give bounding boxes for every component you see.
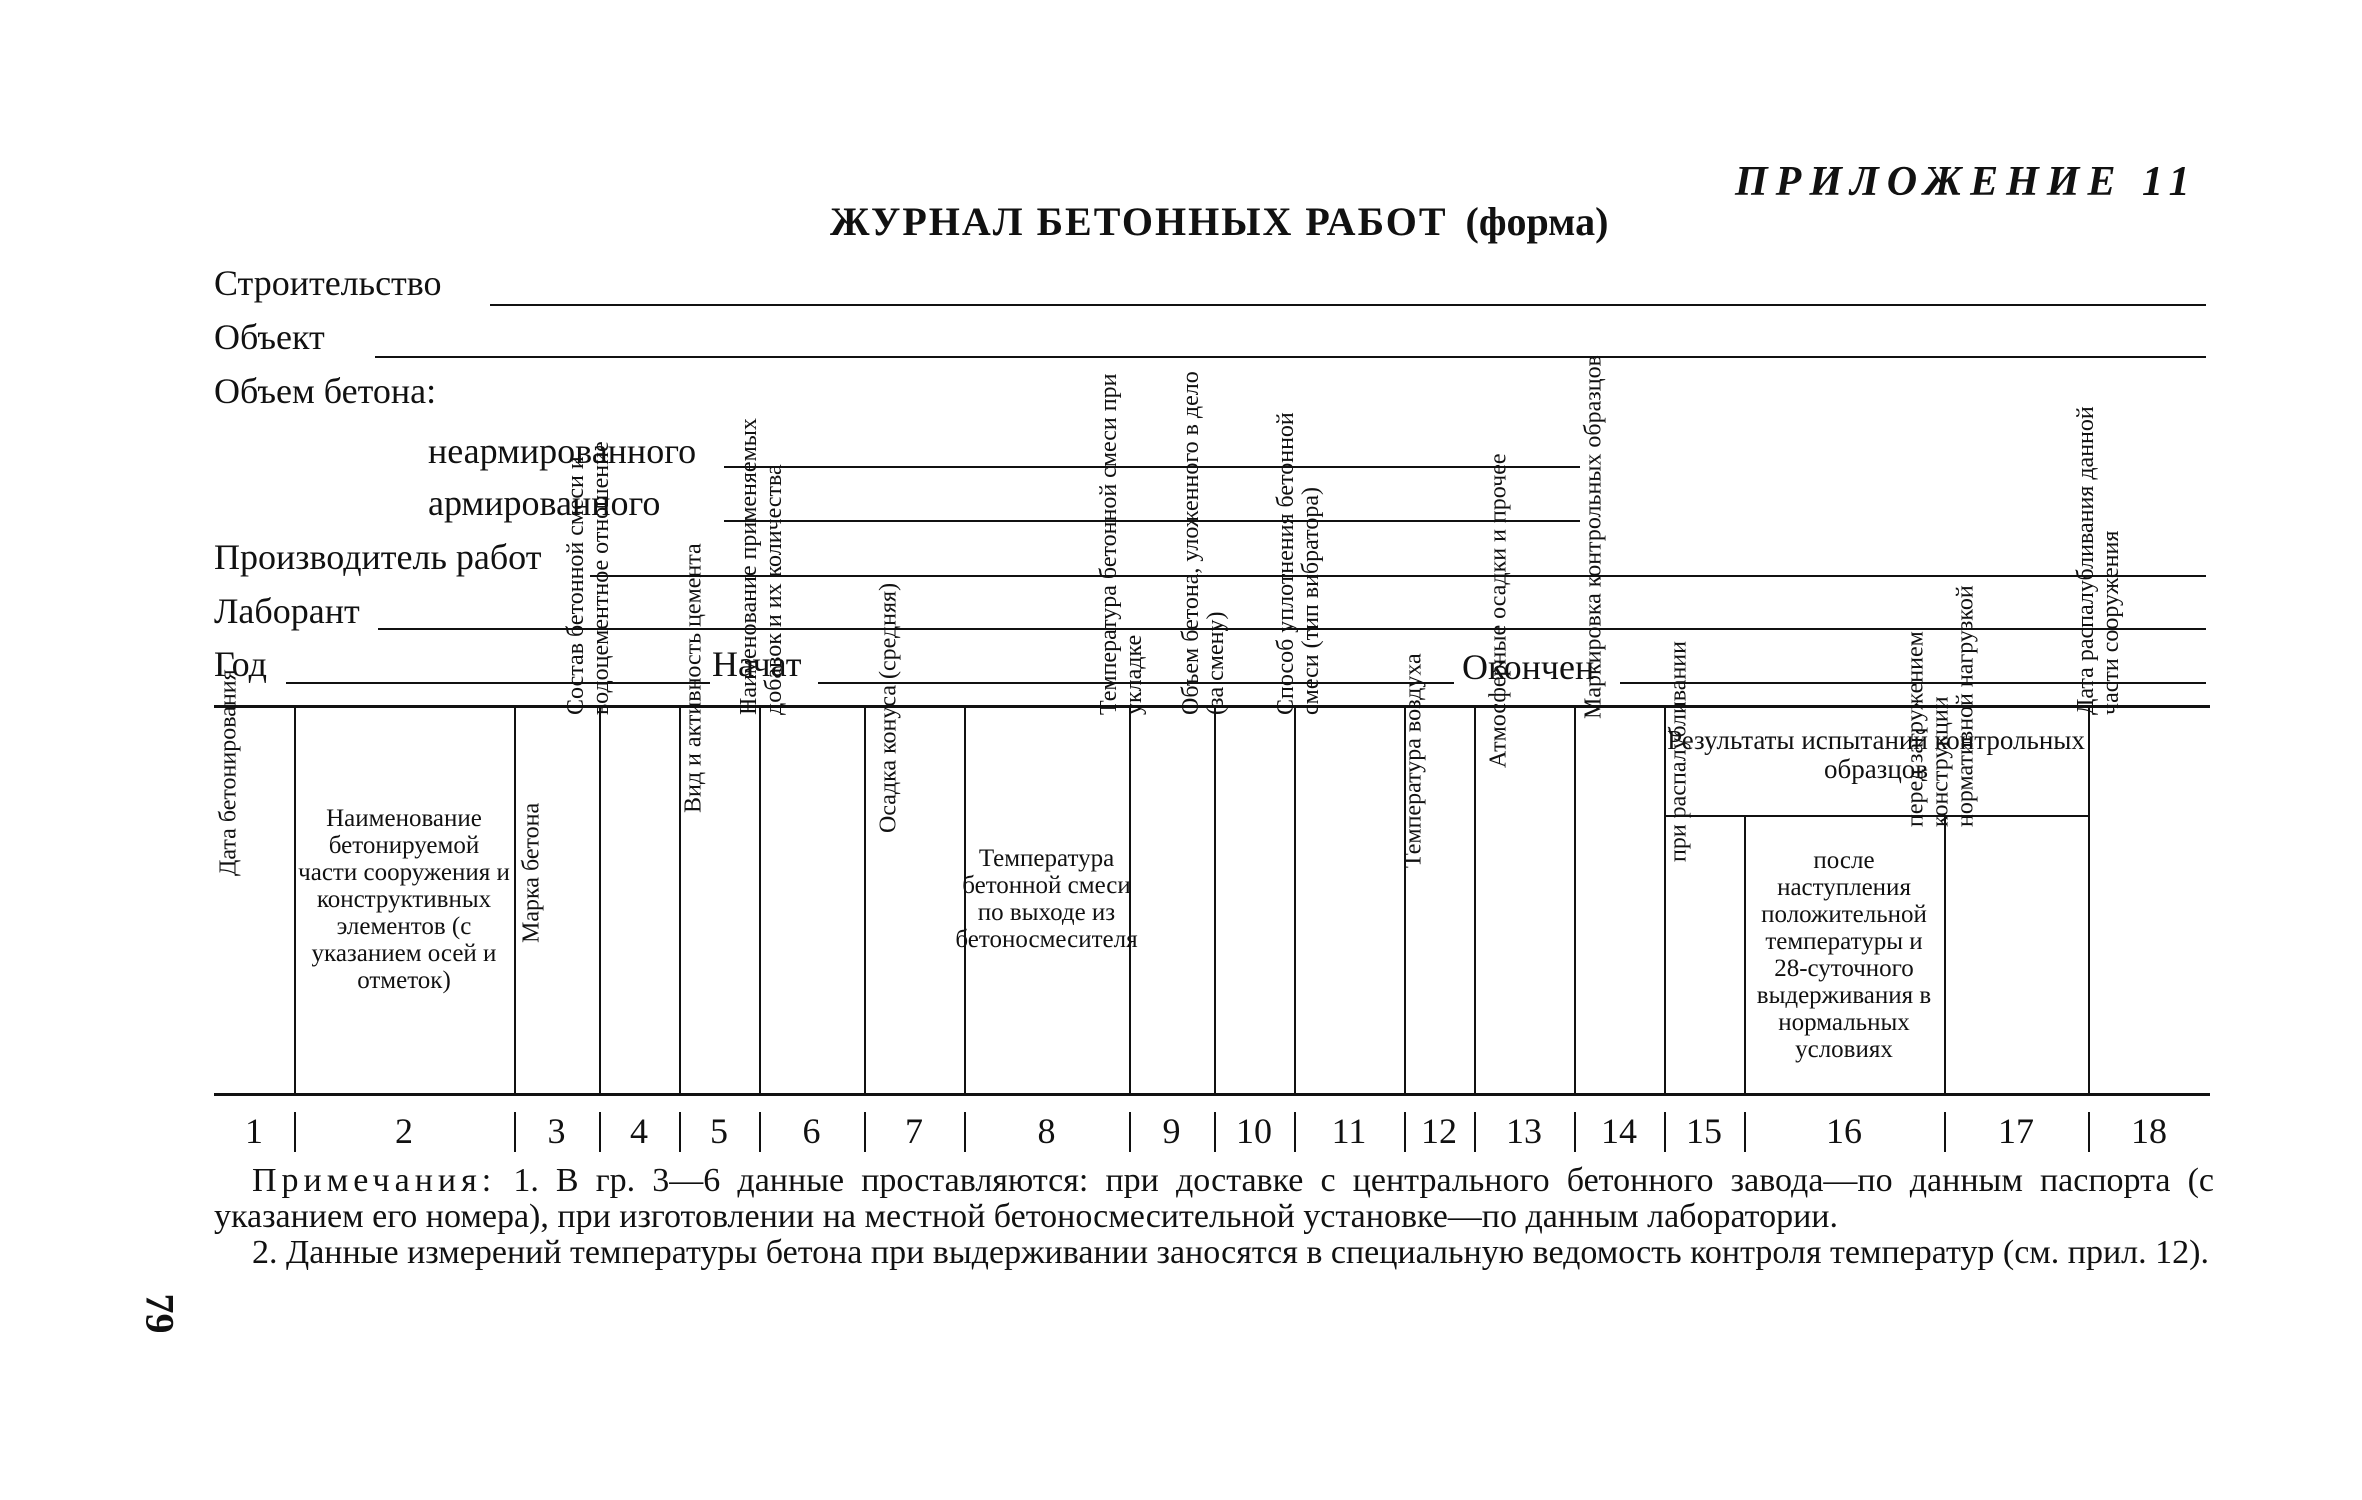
- column-header-17: перед загружением конструкции нормативной нагрузкой: [1902, 585, 1979, 827]
- column-header-11: Способ уплотнения бетонной смеси (тип вибратора): [1273, 412, 1324, 715]
- started-label: Начат: [712, 644, 802, 684]
- column-header-18: Дата распалубливания данной части сооружения: [2073, 406, 2124, 715]
- note-2: [214, 1235, 2214, 1271]
- notes-label: Примечания:: [252, 1162, 497, 1199]
- column-number-16: 16: [1826, 1111, 1862, 1151]
- construction-field[interactable]: [490, 304, 2206, 306]
- column-header-9: Температура бетонной смеси при укладке: [1095, 373, 1147, 715]
- group-header: Результаты испытаний контрольных образцов: [1667, 725, 2085, 784]
- number-divider-8: [964, 1112, 966, 1152]
- column-number-1: 1: [245, 1111, 263, 1151]
- number-divider-15: [1664, 1112, 1666, 1152]
- page-number: 79: [137, 1293, 183, 1334]
- number-divider-13: [1474, 1112, 1476, 1152]
- column-header-7: Осадка конуса (средняя): [875, 582, 902, 833]
- column-number-4: 4: [630, 1111, 648, 1151]
- finished-label: Окончен: [1462, 647, 1595, 687]
- number-divider-4: [599, 1112, 601, 1152]
- construction-label: Строительство: [214, 263, 442, 303]
- table-header-bottom-border: [214, 1093, 2210, 1096]
- column-header-2: Наименование бетонируемой части сооружения и конструктивных элементов (с указанием осей и отметок): [298, 804, 510, 994]
- page-title: [830, 198, 1608, 245]
- column-number-7: 7: [905, 1111, 923, 1151]
- column-number-14: 14: [1601, 1111, 1637, 1151]
- column-divider-16: [1744, 815, 1746, 1093]
- column-header-4: Состав бетонной смеси и водоцементное отношение: [563, 441, 614, 715]
- unreinforced-label: неармированного: [428, 431, 697, 471]
- column-header-15: при распалубливании: [1665, 641, 1692, 862]
- column-header-1: Дата бетонирования: [215, 669, 242, 877]
- note-2-text: 2. Данные измерений температуры бетона при выдерживании заносятся в специальную ведомость контроля температур (см. прил. 12).: [252, 1234, 2209, 1271]
- column-number-2: 2: [395, 1111, 413, 1151]
- column-number-17: 17: [1998, 1111, 2034, 1151]
- column-header-3: Марка бетона: [518, 802, 544, 943]
- number-divider-11: [1294, 1112, 1296, 1152]
- number-divider-9: [1129, 1112, 1131, 1152]
- column-number-3: 3: [547, 1111, 566, 1151]
- note-1: [214, 1163, 2214, 1235]
- number-divider-14: [1574, 1112, 1576, 1152]
- column-header-16: после наступления положительной температуры и 28-суточного выдерживания в нормальных условиях: [1756, 847, 1932, 1063]
- column-header-8: Температура бетонной смеси по выходе из бетоносмесителя: [955, 845, 1138, 953]
- column-header-14: Маркировка контрольных образцов: [1580, 355, 1607, 720]
- column-header-13: Атмосферные осадки и прочее: [1485, 453, 1512, 769]
- group-header-divider: [1664, 815, 2088, 817]
- note-1-text: 1. В гр. 3—6 данные проставляются: при доставке с центрального бетонного завода—по данным паспорта (с указанием его номера), при изготовлении на местной бетоносмесительной установке—по данным лаборатории.: [214, 1162, 2215, 1235]
- reinforced-field[interactable]: [724, 520, 1580, 522]
- column-number-9: 9: [1162, 1111, 1181, 1151]
- title-text: ЖУРНАЛ БЕТОННЫХ РАБОТ: [830, 199, 1448, 244]
- column-number-13: 13: [1506, 1111, 1542, 1151]
- column-number-6: 6: [802, 1111, 821, 1151]
- column-number-8: 8: [1037, 1111, 1056, 1151]
- unreinforced-field[interactable]: [724, 466, 1580, 468]
- column-number-11: 11: [1331, 1111, 1367, 1151]
- year-field[interactable]: [286, 682, 710, 684]
- column-number-12: 12: [1421, 1111, 1457, 1151]
- column-number-5: 5: [710, 1111, 728, 1151]
- number-divider-12: [1404, 1112, 1406, 1152]
- column-number-10: 10: [1236, 1111, 1272, 1151]
- column-number-18: 18: [2131, 1111, 2167, 1151]
- number-divider-16: [1744, 1112, 1746, 1152]
- foreman-label: Производитель работ: [214, 537, 542, 577]
- notes-block: [214, 1163, 2214, 1271]
- column-header-12: Температура воздуха: [1400, 653, 1427, 869]
- number-divider-18: [2088, 1112, 2090, 1152]
- object-label: Объект: [214, 317, 325, 357]
- column-divider-2: [294, 705, 296, 1093]
- column-number-15: 15: [1686, 1111, 1722, 1151]
- number-divider-3: [514, 1112, 516, 1152]
- concrete-volume-label: Объем бетона:: [214, 371, 437, 411]
- number-divider-7: [864, 1112, 866, 1152]
- number-divider-2: [294, 1112, 296, 1152]
- lab-label: Лаборант: [214, 591, 360, 631]
- year-label: Год: [214, 644, 267, 684]
- column-header-6: Наименование применяемых добавок и их количества: [735, 418, 787, 715]
- title-suffix: (форма): [1465, 199, 1609, 244]
- appendix-label: ПРИЛОЖЕНИЕ 11: [1735, 159, 2198, 205]
- number-divider-17: [1944, 1112, 1946, 1152]
- number-divider-5: [679, 1112, 681, 1152]
- column-header-5: Вид и активность цемента: [680, 543, 707, 814]
- reinforced-label: армированного: [428, 483, 661, 523]
- column-header-10: Объем бетона, уложенного в дело (за смену): [1178, 371, 1229, 715]
- number-divider-10: [1214, 1112, 1216, 1152]
- number-divider-6: [759, 1112, 761, 1152]
